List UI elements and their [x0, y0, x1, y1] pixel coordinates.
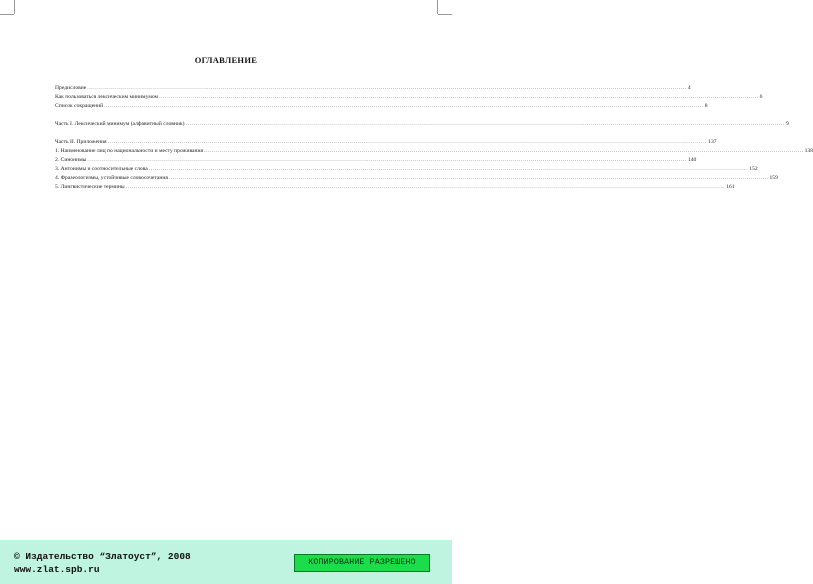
toc-entry-page: 161 [726, 184, 735, 190]
toc-leader-dots: ............................................................................................................................................................................................................................................................................................................ [159, 94, 759, 100]
toc-entry-label: Как пользоваться лексическим минимумом [55, 94, 159, 100]
toc-entry-label: Предисловие [55, 85, 87, 91]
toc-entry [55, 84, 691, 93]
toc-leader-dots: ............................................................................................................................................................................................................................................................................................................ [168, 175, 769, 181]
crop-mark [437, 0, 438, 14]
toc-entry [55, 147, 813, 156]
toc-entry-page: 9 [786, 121, 789, 127]
toc-leader-dots: ............................................................................................................................................................................................................................................................................................................ [185, 121, 786, 127]
toc-entry [55, 120, 789, 129]
toc-entry [55, 165, 758, 174]
toc-leader-dots: ............................................................................................................................................................................................................................................................................................................ [107, 139, 708, 145]
toc-entry [55, 174, 778, 183]
copyright-notice: © Издательство “Златоуст”, 2008 [14, 551, 191, 562]
toc-entry-page: 8 [704, 103, 708, 109]
toc-entry-page: 159 [769, 175, 778, 181]
toc-leader-dots: ............................................................................................................................................................................................................................................................................................................ [148, 166, 749, 172]
toc-entry-page: 140 [687, 157, 697, 163]
toc-entry-label: 2. Синонимы [55, 157, 87, 163]
toc-entry-page: 152 [749, 166, 758, 172]
toc-entry-label: 4. Фразеологизмы, устойчивые словосочетания [55, 175, 168, 181]
copy-permitted-stamp: КОПИРОВАНИЕ РАЗРЕШЕНО [294, 554, 430, 572]
toc-entry-label: 3. Антонимы и соотносительные слова [55, 166, 148, 172]
copyright-footer [0, 540, 452, 584]
toc-entry-label: Часть I. Лексический минимум (алфавитный словник) [55, 121, 185, 127]
toc-entry-label: Список сокращений [55, 103, 104, 109]
toc-entry-label: 5. Лингвистические термины [55, 184, 125, 190]
toc-leader-dots: ............................................................................................................................................................................................................................................................................................................ [104, 103, 704, 109]
toc-entry [55, 138, 717, 147]
crop-mark [438, 14, 452, 15]
toc-leader-dots: ............................................................................................................................................................................................................................................................................................................ [87, 85, 687, 91]
toc-entry [55, 93, 763, 102]
toc-entry-page: 4 [687, 85, 691, 91]
crop-mark [14, 0, 15, 14]
toc-entry-page: 138 [804, 148, 813, 154]
toc-entry-page: 6 [759, 94, 763, 100]
toc-entry-page: 137 [708, 139, 717, 145]
toc-leader-dots: ............................................................................................................................................................................................................................................................................................................ [87, 157, 687, 163]
page-title: ОГЛАВЛЕНИЕ [194, 55, 258, 65]
website-link[interactable]: www.zlat.spb.ru [14, 564, 100, 575]
table-of-contents [55, 84, 813, 192]
toc-entry [55, 102, 708, 111]
toc-entry-label: 1. Наименование лиц по национальности и месту проживания [55, 148, 204, 154]
crop-mark [0, 14, 14, 15]
toc-leader-dots: ............................................................................................................................................................................................................................................................................................................ [204, 148, 804, 154]
footer-text [14, 550, 191, 576]
toc-leader-dots: ............................................................................................................................................................................................................................................................................................................ [125, 184, 726, 190]
toc-entry-label: Часть II. Приложения [55, 139, 107, 145]
toc-entry [55, 156, 697, 165]
toc-entry [55, 183, 735, 192]
